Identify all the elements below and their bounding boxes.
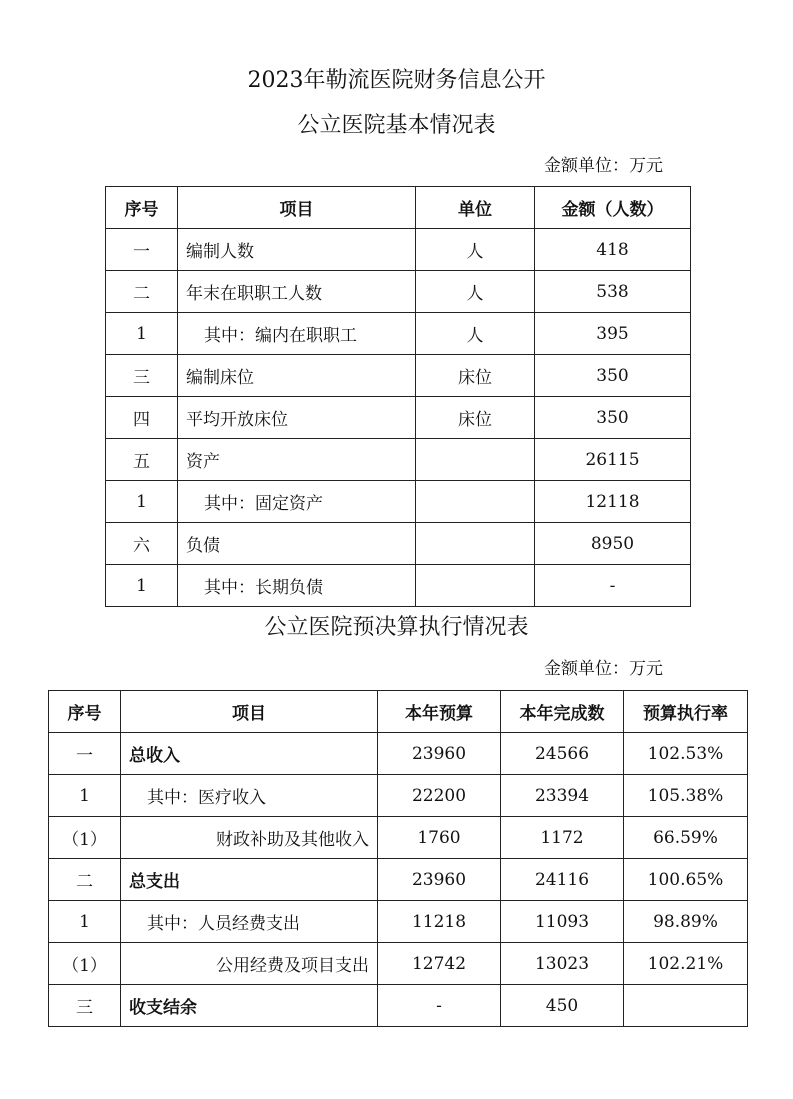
table-row — [106, 523, 691, 565]
row-unit: 人 — [416, 229, 535, 271]
row-unit — [416, 481, 535, 523]
table-row — [106, 355, 691, 397]
row-unit — [416, 565, 535, 607]
header-rate: 预算执行率 — [624, 691, 748, 733]
row-item: 其中：固定资产 — [178, 481, 416, 523]
row-budget: 12742 — [378, 943, 501, 985]
table2-title: 公立医院预决算执行情况表 — [264, 615, 529, 640]
row-budget: 23960 — [378, 859, 501, 901]
row-no: 四 — [106, 397, 178, 439]
table-row — [49, 985, 748, 1027]
table-row — [106, 439, 691, 481]
table-row — [106, 271, 691, 313]
header-actual: 本年完成数 — [501, 691, 624, 733]
table-row — [106, 397, 691, 439]
budget-execution-table — [48, 690, 748, 1027]
row-rate: 100.65% — [624, 859, 748, 901]
header-unit: 单位 — [416, 187, 535, 229]
row-item: 年末在职职工人数 — [178, 271, 416, 313]
basic-info-table — [105, 186, 691, 607]
row-budget: 22200 — [378, 775, 501, 817]
row-rate: 98.89% — [624, 901, 748, 943]
row-item: 其中：长期负债 — [178, 565, 416, 607]
table-row — [49, 733, 748, 775]
row-actual: 11093 — [501, 901, 624, 943]
row-no: 二 — [49, 859, 121, 901]
row-item: 总收入 — [121, 733, 378, 775]
row-no: 1 — [106, 313, 178, 355]
row-no: （1） — [49, 943, 121, 985]
header-no: 序号 — [49, 691, 121, 733]
row-item: 收支结余 — [121, 985, 378, 1027]
row-no: 三 — [106, 355, 178, 397]
row-value: 395 — [535, 313, 691, 355]
row-unit — [416, 523, 535, 565]
row-item: 平均开放床位 — [178, 397, 416, 439]
header-item: 项目 — [178, 187, 416, 229]
row-rate: 105.38% — [624, 775, 748, 817]
row-item: 负债 — [178, 523, 416, 565]
row-no: 二 — [106, 271, 178, 313]
row-budget: 1760 — [378, 817, 501, 859]
table-row — [106, 565, 691, 607]
table-row — [49, 859, 748, 901]
table-row — [49, 775, 748, 817]
row-unit: 人 — [416, 271, 535, 313]
row-item: 编制人数 — [178, 229, 416, 271]
row-item: 财政补助及其他收入 — [121, 817, 378, 859]
row-no: 1 — [49, 901, 121, 943]
row-value: 26115 — [535, 439, 691, 481]
table-row — [106, 313, 691, 355]
row-unit: 床位 — [416, 355, 535, 397]
table2-unit-note: 金额单位：万元 — [544, 659, 663, 679]
row-item: 其中：编内在职职工 — [178, 313, 416, 355]
header-amount: 金额（人数） — [535, 187, 691, 229]
row-actual: 24116 — [501, 859, 624, 901]
row-actual: 450 — [501, 985, 624, 1027]
row-item: 其中：人员经费支出 — [121, 901, 378, 943]
row-budget: 23960 — [378, 733, 501, 775]
row-no: 六 — [106, 523, 178, 565]
row-rate: 66.59% — [624, 817, 748, 859]
row-no: 三 — [49, 985, 121, 1027]
row-budget: 11218 — [378, 901, 501, 943]
table-row — [49, 817, 748, 859]
row-item: 公用经费及项目支出 — [121, 943, 378, 985]
row-item: 资产 — [178, 439, 416, 481]
row-no: （1） — [49, 817, 121, 859]
row-unit: 人 — [416, 313, 535, 355]
row-unit — [416, 439, 535, 481]
row-item: 其中：医疗收入 — [121, 775, 378, 817]
row-value: 350 — [535, 397, 691, 439]
row-no: 五 — [106, 439, 178, 481]
table-row — [106, 481, 691, 523]
row-budget: - — [378, 985, 501, 1027]
row-item: 总支出 — [121, 859, 378, 901]
table1-unit-note: 金额单位：万元 — [544, 156, 663, 176]
table-row — [49, 901, 748, 943]
row-unit: 床位 — [416, 397, 535, 439]
row-actual: 23394 — [501, 775, 624, 817]
table-row — [106, 229, 691, 271]
row-actual: 24566 — [501, 733, 624, 775]
row-rate: 102.21% — [624, 943, 748, 985]
row-value: 8950 — [535, 523, 691, 565]
row-rate: 102.53% — [624, 733, 748, 775]
document-title: 2023年勒流医院财务信息公开 — [247, 68, 546, 93]
table-header-row — [49, 691, 748, 733]
row-no: 一 — [106, 229, 178, 271]
row-value: 12118 — [535, 481, 691, 523]
row-rate — [624, 985, 748, 1027]
row-no: 1 — [49, 775, 121, 817]
table1-title: 公立医院基本情况表 — [297, 113, 496, 138]
header-item: 项目 — [121, 691, 378, 733]
row-no: 一 — [49, 733, 121, 775]
row-value: 350 — [535, 355, 691, 397]
row-no: 1 — [106, 565, 178, 607]
row-no: 1 — [106, 481, 178, 523]
row-value: 418 — [535, 229, 691, 271]
row-value: 538 — [535, 271, 691, 313]
header-no: 序号 — [106, 187, 178, 229]
row-actual: 13023 — [501, 943, 624, 985]
row-item: 编制床位 — [178, 355, 416, 397]
header-budget: 本年预算 — [378, 691, 501, 733]
row-value: - — [535, 565, 691, 607]
row-actual: 1172 — [501, 817, 624, 859]
table-header-row — [106, 187, 691, 229]
table-row — [49, 943, 748, 985]
